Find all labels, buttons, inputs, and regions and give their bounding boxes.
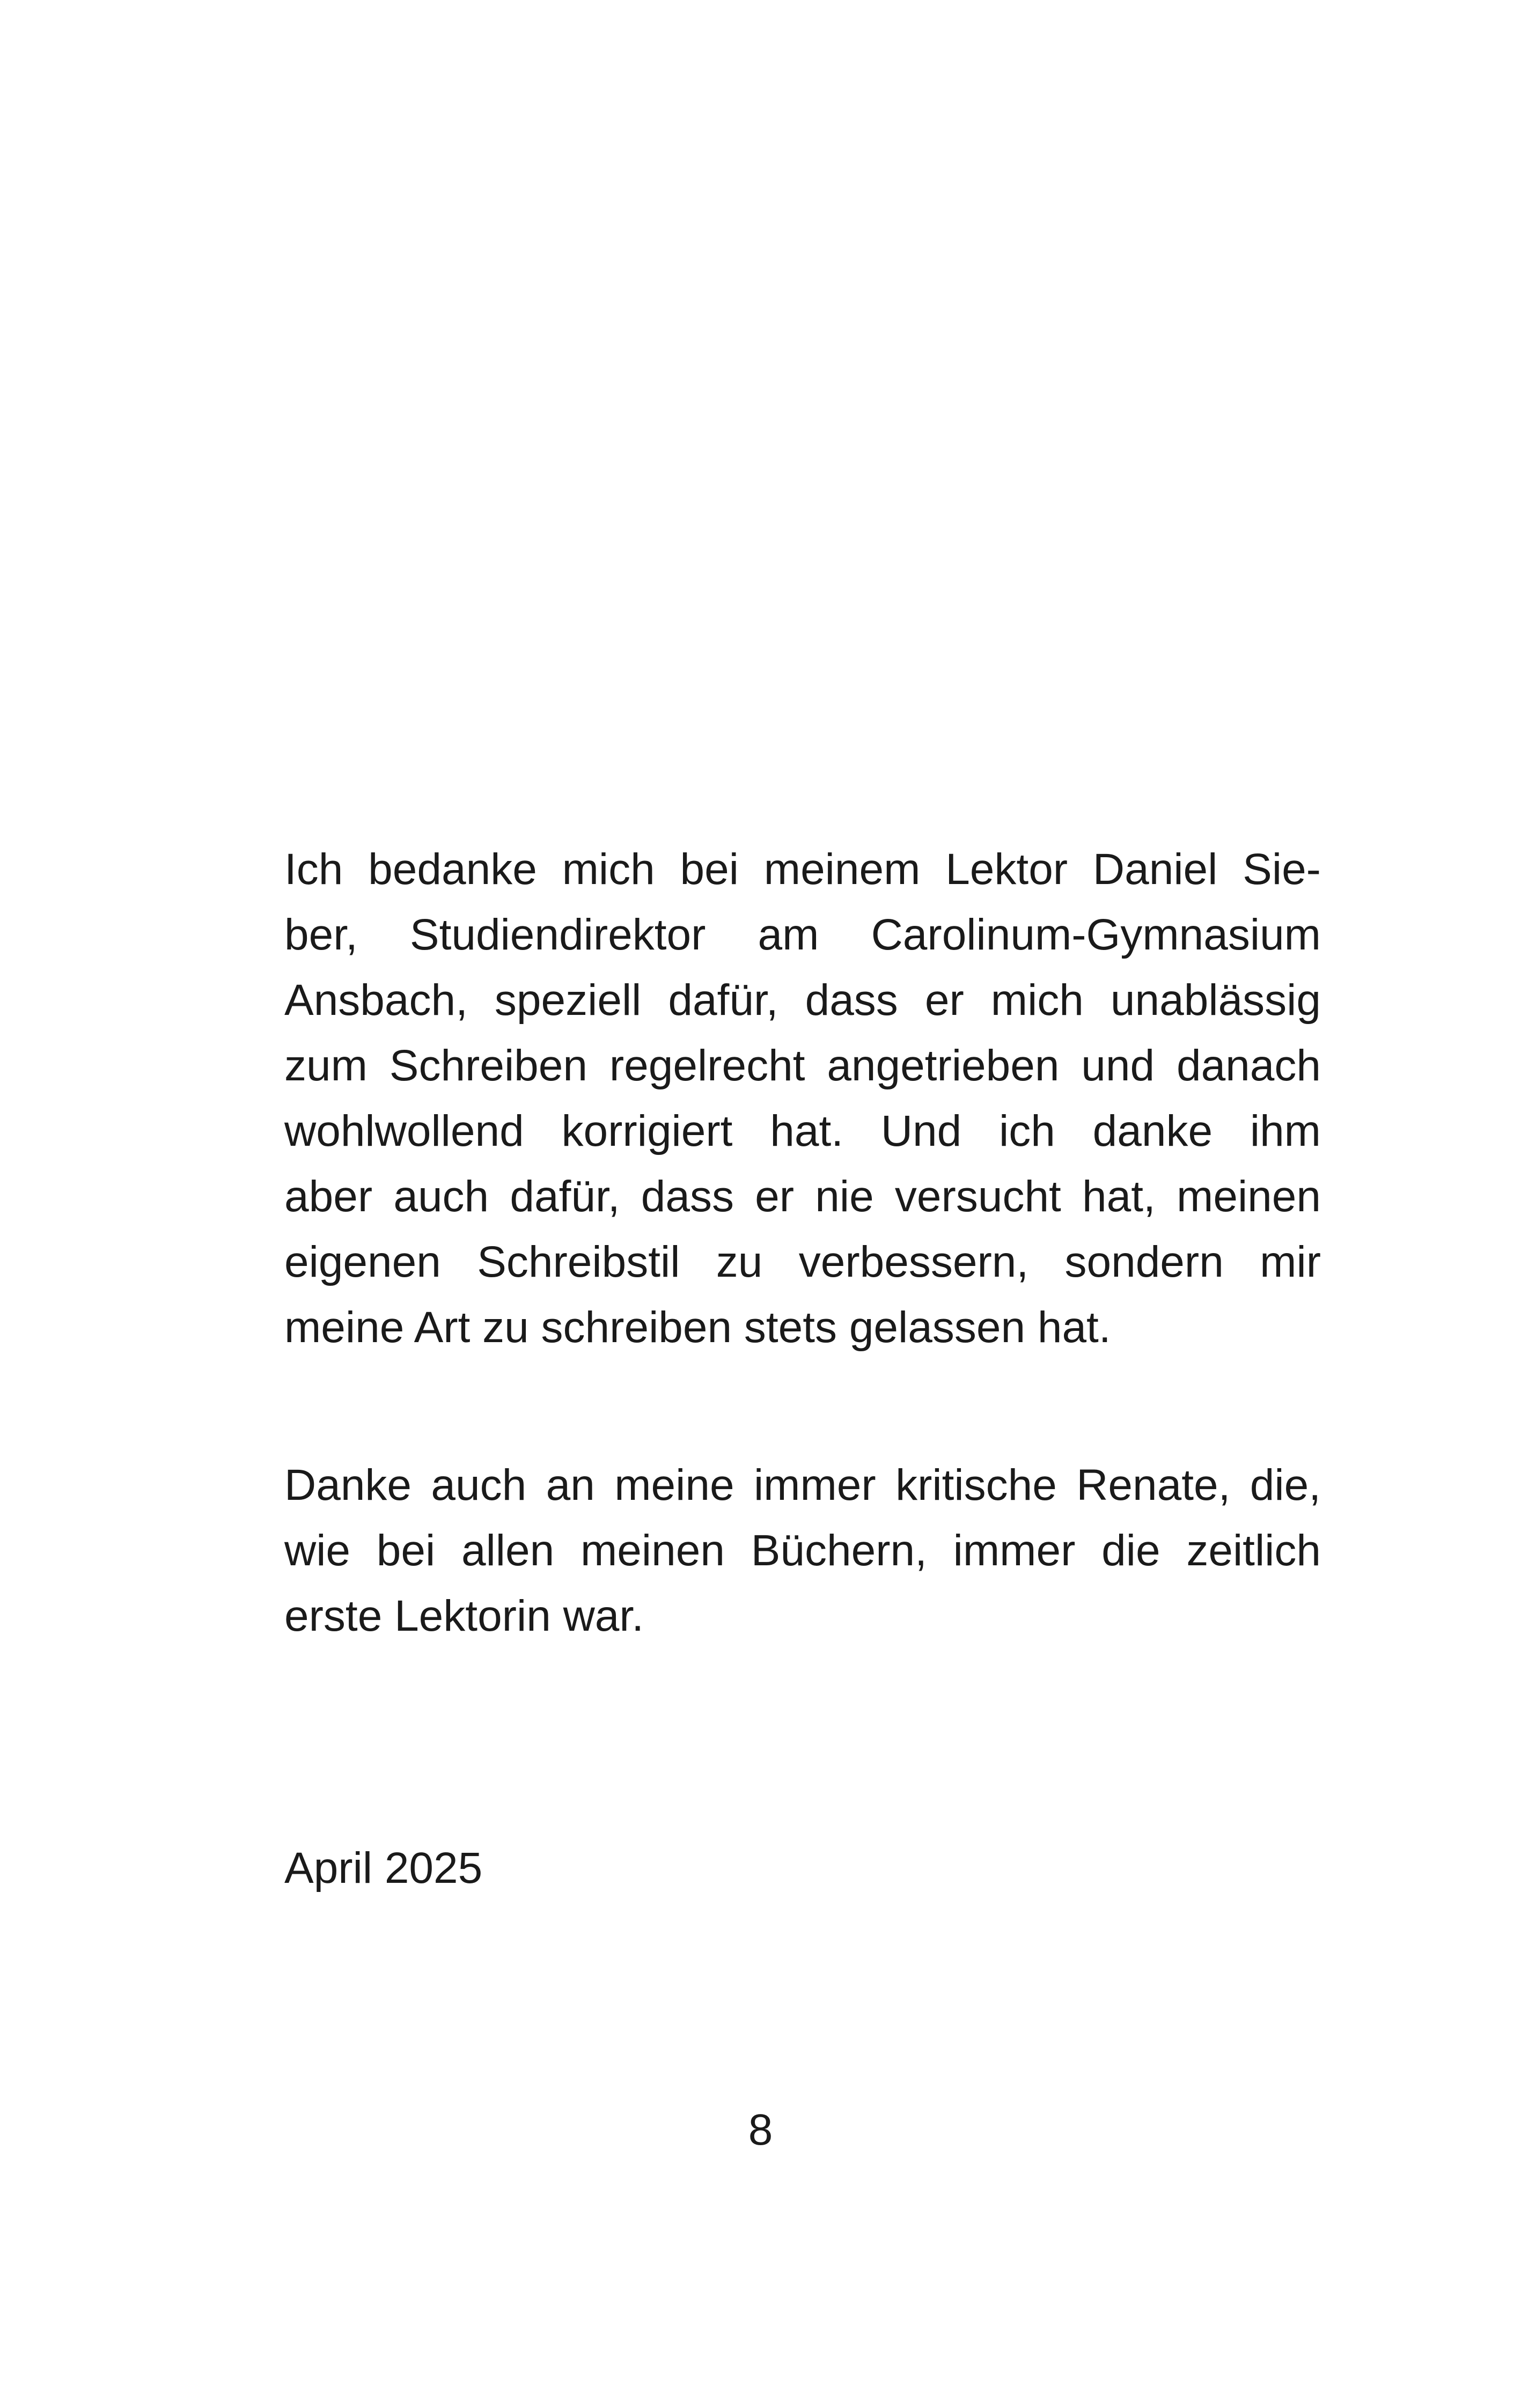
- text-line: eigenen Schreibstil zu verbessern, sondern mir: [284, 1238, 1321, 1286]
- text-line: Danke auch an meine immer kritische Renate, die,: [284, 1461, 1321, 1509]
- text-line: wie bei allen meinen Büchern, immer die zeitlich: [284, 1526, 1321, 1575]
- text-line: ber, Studiendirektor am Carolinum-Gymnasium: [284, 910, 1321, 959]
- text-line: wohlwollend korrigiert hat. Und ich danke ihm: [284, 1107, 1321, 1155]
- text-line: Ich bedanke mich bei meinem Lektor Daniel Sie-: [284, 845, 1321, 894]
- text-line: Ansbach, speziell dafür, dass er mich unablässig: [284, 976, 1321, 1025]
- date-line: April 2025: [284, 1844, 483, 1892]
- page-number: 8: [748, 2105, 773, 2154]
- text-line: meine Art zu schreiben stets gelassen hat.: [284, 1303, 1111, 1352]
- acknowledgement-paragraph-2: [284, 1453, 1321, 1649]
- text-line: zum Schreiben regelrecht angetrieben und danach: [284, 1041, 1321, 1090]
- acknowledgement-paragraph-1: [284, 837, 1321, 1360]
- text-line: aber auch dafür, dass er nie versucht hat, meinen: [284, 1172, 1321, 1221]
- text-line: erste Lektorin war.: [284, 1592, 644, 1640]
